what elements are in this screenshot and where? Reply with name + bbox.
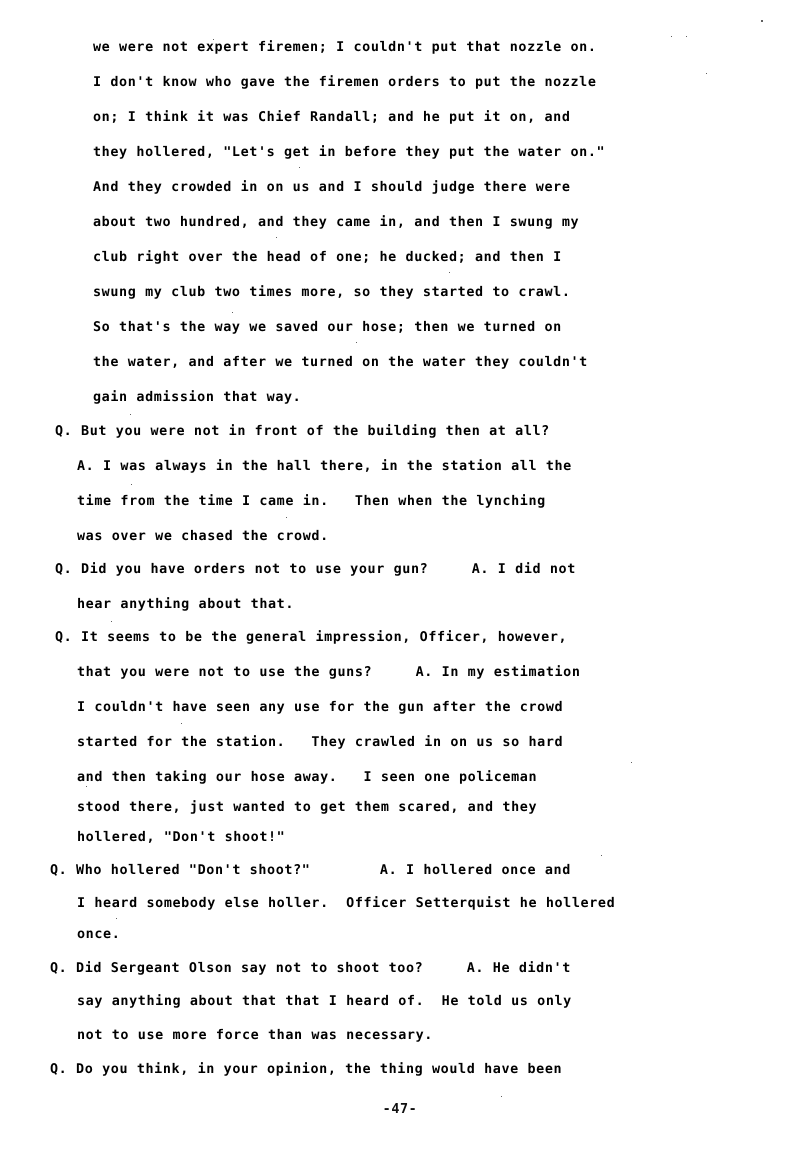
scan-speck: [686, 36, 687, 37]
scan-speck: [286, 517, 287, 518]
scan-speck: [181, 723, 182, 724]
scan-speck: [501, 1096, 502, 1097]
transcript-line: And they crowded in on us and I should judge there were: [93, 180, 571, 195]
transcript-line: we were not expert firemen; I couldn't put that nozzle on.: [93, 40, 597, 55]
scan-speck: [671, 36, 672, 37]
scan-speck: [131, 484, 132, 485]
scan-speck: [276, 237, 277, 238]
transcript-line: hollered, "Don't shoot!": [77, 830, 286, 845]
scan-speck: [706, 73, 707, 74]
transcript-line: swung my club two times more, so they started to crawl.: [93, 285, 571, 300]
transcript-line: and then taking our hose away. I seen one policeman: [77, 770, 538, 785]
transcript-line: A. I was always in the hall there, in the station all the: [77, 459, 572, 474]
transcript-line: on; I think it was Chief Randall; and he put it on, and: [93, 110, 571, 125]
transcript-line: Q. But you were not in front of the building then at all?: [55, 424, 550, 439]
transcript-line: Q. Did you have orders not to use your gun? A. I did not: [55, 562, 576, 577]
scan-speck: [449, 272, 450, 273]
transcript-line: the water, and after we turned on the water they couldn't: [93, 355, 588, 370]
scan-speck: [356, 342, 357, 343]
transcript-line: was over we chased the crowd.: [77, 529, 329, 544]
scan-speck: [232, 312, 233, 313]
transcript-line: stood there, just wanted to get them scared, and they: [77, 800, 538, 815]
transcript-line: not to use more force than was necessary.: [77, 1028, 433, 1043]
transcript-line: they hollered, "Let's get in before they put the water on.": [93, 145, 606, 160]
transcript-line: club right over the head of one; he ducked; and then I: [93, 250, 562, 265]
transcript-line: I don't know who gave the firemen orders to put the nozzle: [93, 75, 597, 90]
scan-speck: [116, 918, 117, 919]
transcript-line: once.: [77, 927, 121, 942]
transcript-line: started for the station. They crawled in on us so hard: [77, 735, 564, 750]
scan-speck: [213, 39, 214, 40]
scan-speck: [631, 762, 632, 763]
transcript-line: I heard somebody else holler. Officer Setterquist he hollered: [77, 896, 616, 911]
scan-speck: [111, 621, 112, 622]
scan-speck: [130, 414, 131, 415]
transcript-line: about two hundred, and they came in, and then I swung my: [93, 215, 580, 230]
transcript-line: time from the time I came in. Then when the lynching: [77, 494, 546, 509]
scan-speck: [601, 855, 602, 856]
page-number: -47-: [382, 1102, 418, 1117]
transcript-line: Q. Who hollered "Don't shoot?" A. I hollered once and: [50, 863, 571, 878]
transcript-line: gain admission that way.: [93, 390, 302, 405]
transcript-line: hear anything about that.: [77, 597, 295, 612]
transcript-line: say anything about that that I heard of. He told us only: [77, 994, 572, 1009]
scan-speck: [761, 20, 763, 22]
transcript-line: So that's the way we saved our hose; then we turned on: [93, 320, 562, 335]
transcript-line: Q. Did Sergeant Olson say not to shoot too? A. He didn't: [50, 961, 571, 976]
scan-speck: [86, 786, 87, 787]
transcript-line: that you were not to use the guns? A. In my estimation: [77, 665, 581, 680]
transcript-line: I couldn't have seen any use for the gun after the crowd: [77, 700, 564, 715]
transcript-line: Q. It seems to be the general impression, Officer, however,: [55, 630, 568, 645]
transcript-line: Q. Do you think, in your opinion, the thing would have been: [50, 1062, 563, 1077]
scan-speck: [299, 167, 300, 168]
